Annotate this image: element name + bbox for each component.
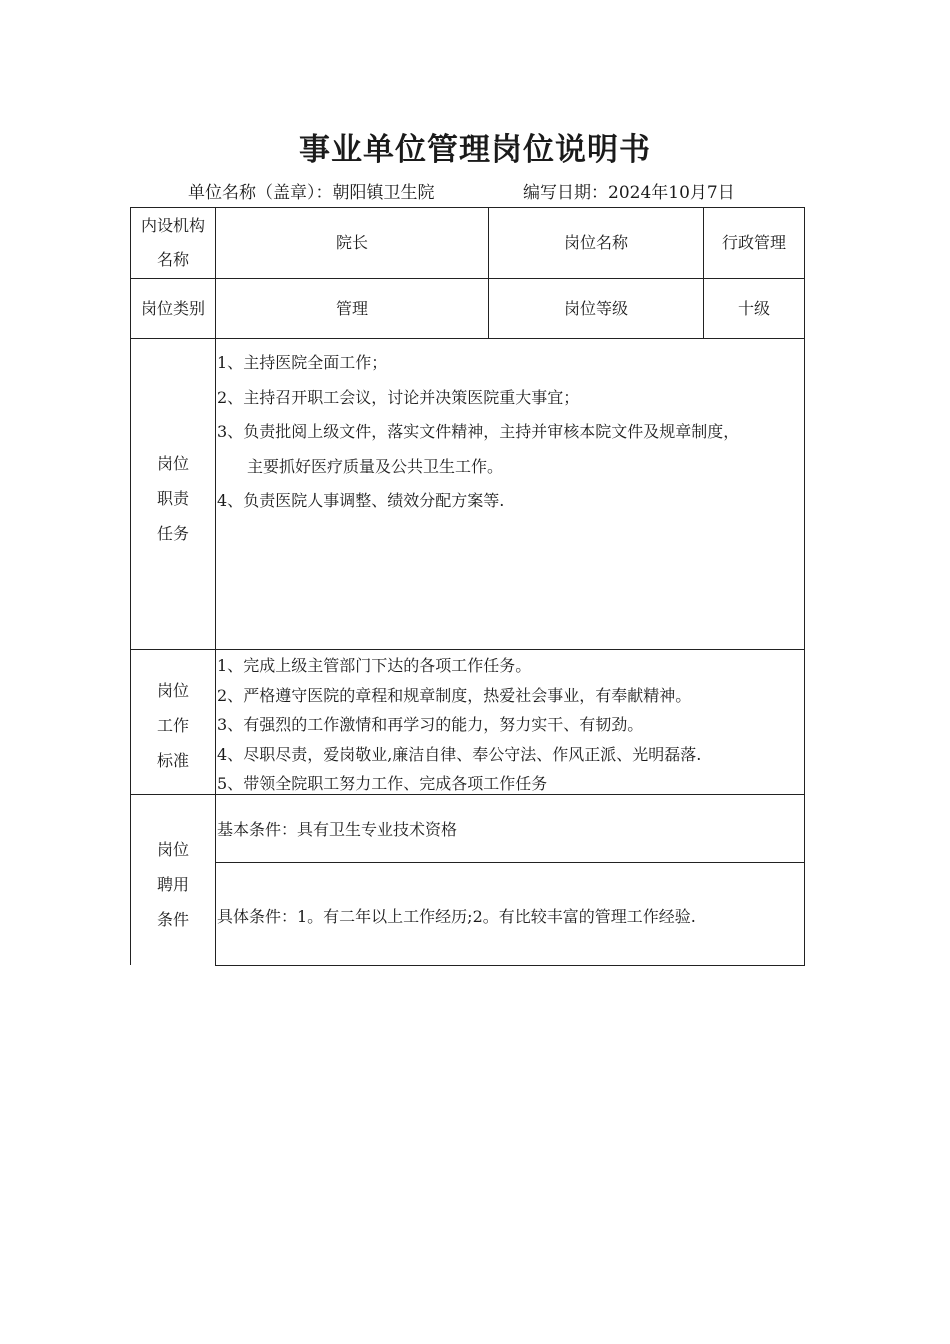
dept-label bbox=[131, 208, 215, 278]
grid-line bbox=[215, 862, 805, 863]
duties-label-line: 任务 bbox=[156, 523, 189, 543]
category-value: 管理 bbox=[335, 298, 368, 318]
specific-conditions: 具体条件：1。有二年以上工作经历;2。有比较丰富的管理工作经验. bbox=[217, 907, 696, 926]
page-title: 事业单位管理岗位说明书 bbox=[299, 132, 651, 168]
write-date: 编写日期：2024年10月7日 bbox=[523, 183, 735, 203]
list-item: 3、 负责批阅上级文件，落实文件精神，主持并审核本院文件及规章制度， bbox=[217, 422, 740, 441]
duties-list bbox=[217, 346, 803, 519]
list-item: 主要抓好医疗质量及公共卫生工作。 bbox=[247, 456, 504, 476]
grade-value: 十级 bbox=[737, 298, 770, 318]
grid-line bbox=[130, 649, 805, 650]
standards-label bbox=[131, 672, 215, 778]
conditions-label-line: 岗位 bbox=[156, 839, 189, 859]
list-item: 1、 主持医院全面工作； bbox=[217, 353, 388, 372]
grid-line bbox=[215, 965, 805, 966]
dept-label-line2: 名称 bbox=[156, 250, 189, 269]
standards-label-line: 工作 bbox=[156, 715, 189, 735]
duties-label bbox=[131, 445, 215, 551]
conditions-label bbox=[131, 831, 215, 937]
grid-line bbox=[804, 207, 805, 966]
basic-conditions: 基本条件：具有卫生专业技术资格 bbox=[217, 820, 458, 839]
category-label: 岗位类别 bbox=[140, 298, 205, 318]
list-item: 4、 负责医院人事调整、绩效分配方案等. bbox=[217, 491, 505, 510]
dept-value: 院长 bbox=[335, 233, 368, 252]
duties-label-line: 职责 bbox=[156, 488, 189, 508]
conditions-label-line: 聘用 bbox=[156, 874, 189, 894]
grid-line bbox=[130, 338, 805, 339]
conditions-label-line: 条件 bbox=[156, 909, 189, 929]
list-item: 5、 带领全院职工努力工作、完成各项工作任务 bbox=[217, 774, 548, 793]
position-name-label: 岗位名称 bbox=[563, 233, 628, 252]
list-item: 3、 有强烈的工作激情和再学习的能力，努力实干、有韧劲。 bbox=[217, 715, 644, 734]
standards-label-line: 标准 bbox=[156, 750, 189, 770]
grade-label: 岗位等级 bbox=[563, 298, 628, 318]
list-item: 4、 尽职尽责，爱岗敬业,廉洁自律、奉公守法、作风正派、光明磊落. bbox=[217, 744, 702, 764]
standards-list bbox=[217, 651, 803, 799]
duties-label-line: 岗位 bbox=[156, 453, 189, 473]
list-item: 1、 完成上级主管部门下达的各项工作任务。 bbox=[217, 656, 532, 675]
list-item: 2、 严格遵守医院的章程和规章制度，热爱社会事业，有奉献精神。 bbox=[217, 685, 692, 705]
list-item: 2、 主持召开职工会议，讨论并决策医院重大事宜； bbox=[217, 387, 580, 407]
dept-label-line1: 内设机构 bbox=[140, 216, 205, 235]
unit-name: 单位名称（盖章）：朝阳镇卫生院 bbox=[188, 183, 435, 203]
position-name-value: 行政管理 bbox=[721, 233, 786, 252]
standards-label-line: 岗位 bbox=[156, 680, 189, 700]
